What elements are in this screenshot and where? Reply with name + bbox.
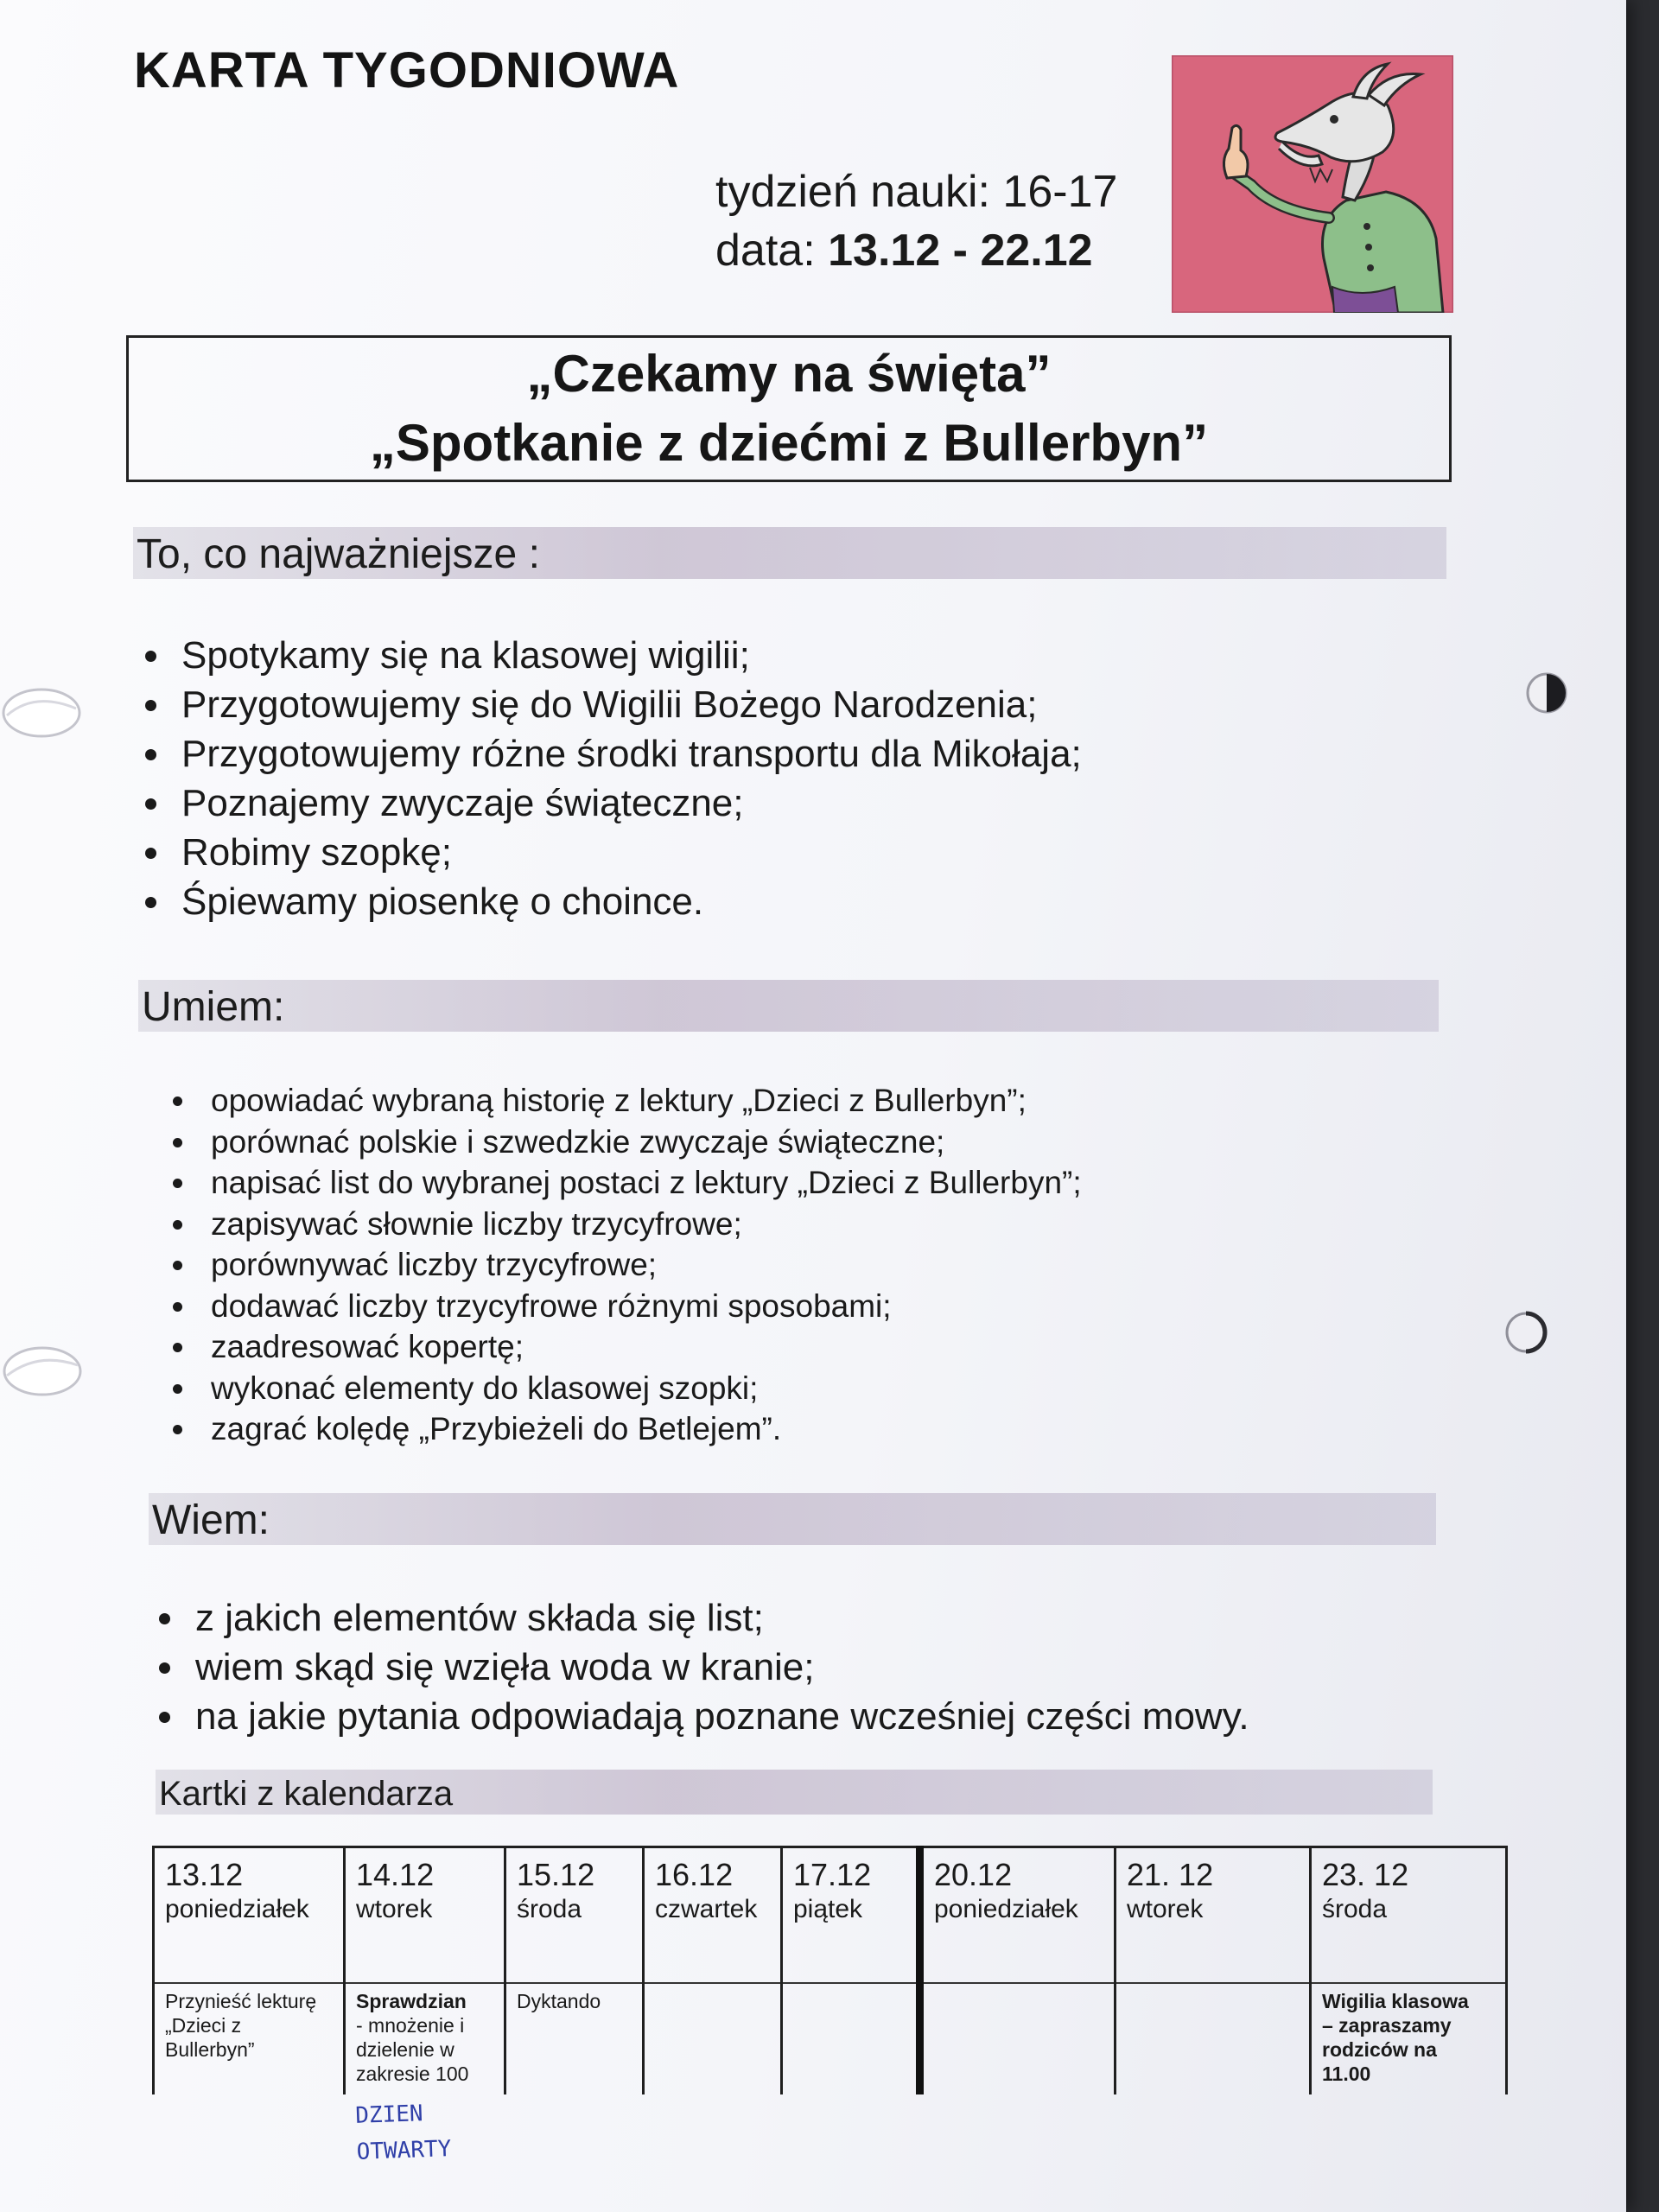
calendar-note-line: Przynieść lekturę	[165, 1990, 317, 2012]
section-heading: Umiem:	[142, 984, 285, 1030]
calendar-note-line: Dyktando	[517, 1990, 601, 2012]
theme-box	[126, 335, 1452, 482]
punch-hole-icon	[1503, 1310, 1548, 1355]
list-item: Śpiewamy piosenkę o choince.	[138, 877, 1082, 926]
date-label: data:	[715, 226, 816, 276]
calendar-date: 16.12	[655, 1857, 734, 1892]
list-item: napisać list do wybranej postaci z lektury „Dzieci z Bullerbyn”;	[169, 1162, 1082, 1204]
section-header-kalendarz	[156, 1770, 1433, 1815]
calendar-note-cell	[644, 1983, 782, 2094]
handwritten-line: DZIEN	[354, 2101, 424, 2129]
calendar-note-line: - mnożenie i	[356, 2014, 465, 2037]
calendar-day-cell	[644, 1847, 782, 1984]
section-heading: Kartki z kalendarza	[159, 1775, 454, 1813]
calendar-note-line: Bullerbyn”	[165, 2038, 255, 2061]
document-title: KARTA TYGODNIOWA	[134, 42, 680, 99]
calendar-note-cell	[505, 1983, 644, 2094]
calendar-note-line: Sprawdzian	[356, 1990, 467, 2012]
calendar-weekday: wtorek	[356, 1895, 433, 1923]
list-item: Robimy szopkę;	[138, 828, 1082, 877]
section-header-wiem	[149, 1493, 1436, 1545]
list-item: opowiadać wybraną historię z lektury „Dzieci z Bullerbyn”;	[169, 1080, 1082, 1122]
calendar-note-line: dzielenie w	[356, 2038, 454, 2061]
bullet-icon	[145, 700, 156, 711]
bullet-icon	[173, 1179, 182, 1188]
calendar-weekday: poniedziałek	[934, 1895, 1078, 1923]
list-item: zaadresować kopertę;	[169, 1326, 1082, 1368]
calendar-note-cell	[345, 1983, 505, 2094]
list-item: na jakie pytania odpowiadają poznane wcześniej części mowy.	[152, 1692, 1249, 1741]
handwritten-note	[355, 2094, 452, 2171]
week-info	[715, 162, 1117, 280]
calendar-weekday: środa	[517, 1895, 582, 1923]
calendar-note-line: 11.00	[1322, 2063, 1371, 2085]
bullet-icon	[173, 1425, 182, 1434]
umiem-list	[169, 1080, 1082, 1450]
list-item: z jakich elementów składa się list;	[152, 1593, 1249, 1643]
calendar-note-line: zakresie 100	[356, 2063, 469, 2085]
bullet-icon	[145, 749, 156, 760]
calendar-weekday: piątek	[793, 1895, 863, 1923]
date-value: 13.12 - 22.12	[828, 226, 1093, 276]
calendar-day-cell	[505, 1847, 644, 1984]
bullet-icon	[173, 1220, 182, 1230]
calendar-table	[152, 1846, 1508, 2094]
bullet-icon	[145, 848, 156, 859]
najwazniejsze-list	[138, 631, 1082, 926]
calendar-weekday: czwartek	[655, 1895, 758, 1923]
theme-title-1: „Czekamy na święta”	[526, 345, 1052, 403]
bullet-icon	[173, 1302, 182, 1312]
bullet-icon	[173, 1343, 182, 1352]
list-item: wiem skąd się wzięła woda w kranie;	[152, 1643, 1249, 1692]
calendar-note-line: Wigilia klasowa	[1322, 1990, 1469, 2012]
calendar-weekday: środa	[1322, 1895, 1388, 1923]
calendar-date: 13.12	[165, 1857, 244, 1892]
calendar-weekday: wtorek	[1127, 1895, 1204, 1923]
calendar-notes-row	[154, 1983, 1507, 2094]
bullet-icon	[159, 1662, 170, 1674]
bullet-icon	[159, 1613, 170, 1624]
date-line	[715, 221, 1117, 280]
calendar-note-cell	[1311, 1983, 1507, 2094]
calendar-date: 21. 12	[1127, 1857, 1214, 1892]
calendar-day-cell	[1311, 1847, 1507, 1984]
bullet-icon	[159, 1712, 170, 1723]
calendar-day-cell	[345, 1847, 505, 1984]
calendar-date: 15.12	[517, 1857, 595, 1892]
list-item: porównywać liczby trzycyfrowe;	[169, 1244, 1082, 1286]
calendar-note-line: – zapraszamy	[1322, 2014, 1452, 2037]
cartoon-goat-illustration	[1172, 55, 1453, 313]
list-item: porównać polskie i szwedzkie zwyczaje świąteczne;	[169, 1122, 1082, 1163]
theme-title-2: „Spotkanie z dziećmi z Bullerbyn”	[369, 414, 1209, 472]
section-heading: To, co najważniejsze :	[137, 531, 540, 577]
punch-hole-icon	[0, 1341, 85, 1402]
list-item: Poznajemy zwyczaje świąteczne;	[138, 779, 1082, 828]
calendar-note-cell	[154, 1983, 345, 2094]
list-item: Przygotowujemy różne środki transportu dla Mikołaja;	[138, 729, 1082, 779]
calendar-date: 17.12	[793, 1857, 872, 1892]
calendar-note-cell	[782, 1983, 920, 2094]
bullet-icon	[173, 1096, 182, 1106]
bullet-icon	[173, 1261, 182, 1270]
calendar-weekday: poniedziałek	[165, 1895, 309, 1923]
bullet-icon	[173, 1138, 182, 1147]
list-item: Spotykamy się na klasowej wigilii;	[138, 631, 1082, 680]
calendar-day-cell	[1116, 1847, 1311, 1984]
calendar-day-cell	[782, 1847, 920, 1984]
calendar-note-cell	[920, 1983, 1116, 2094]
bullet-icon	[145, 798, 156, 810]
calendar-date: 14.12	[356, 1857, 435, 1892]
wiem-list	[152, 1593, 1249, 1741]
punch-hole-icon	[1524, 671, 1569, 715]
week-label: tydzień nauki: 16-17	[715, 167, 1118, 217]
bullet-icon	[145, 897, 156, 908]
list-item: dodawać liczby trzycyfrowe różnymi sposobami;	[169, 1286, 1082, 1327]
calendar-note-line: rodziców na	[1322, 2038, 1437, 2061]
list-item: zagrać kolędę „Przybieżeli do Betlejem”.	[169, 1408, 1082, 1450]
list-item: Przygotowujemy się do Wigilii Bożego Narodzenia;	[138, 680, 1082, 729]
calendar-day-cell	[920, 1847, 1116, 1984]
handwritten-line: OTWARTY	[356, 2136, 452, 2165]
bullet-icon	[173, 1384, 182, 1394]
bullet-icon	[145, 651, 156, 662]
calendar-date: 20.12	[934, 1857, 1013, 1892]
calendar-day-cell	[154, 1847, 345, 1984]
calendar-note-cell	[1116, 1983, 1311, 2094]
punch-hole-icon	[0, 683, 83, 743]
section-heading: Wiem:	[152, 1497, 270, 1543]
section-header-umiem	[138, 980, 1439, 1032]
calendar-date: 23. 12	[1322, 1857, 1409, 1892]
section-header-najwazniejsze	[133, 527, 1446, 579]
list-item: wykonać elementy do klasowej szopki;	[169, 1368, 1082, 1409]
list-item: zapisywać słownie liczby trzycyfrowe;	[169, 1204, 1082, 1245]
calendar-note-line: „Dzieci z	[165, 2014, 242, 2037]
calendar-header-row	[154, 1847, 1507, 1984]
